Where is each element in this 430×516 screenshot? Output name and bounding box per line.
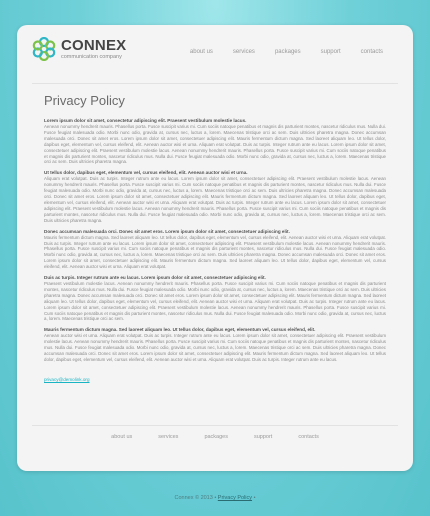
brand-tagline: communication company <box>61 53 122 60</box>
logo-text <box>61 38 126 61</box>
copyright-bullet: • <box>253 495 256 501</box>
brand-name: CONNEX <box>61 36 127 54</box>
nav-contacts[interactable]: contacts <box>360 49 383 55</box>
nav-services[interactable]: services <box>232 49 255 55</box>
section-body: Mauris fermentum dictum magna. Sed laoreet aliquam leo. Ut tellus dolor, dapibus eget, elementum vel, cursus eleifend, elit. Aenean auctor wisi et urna. Aliquam erat volutpat. Duis ac turpis. Integer rutrum ante eu lacus. Lorem ipsum dolor sit amet, consectetuer adipiscing elit. Praesent vestibulum molestie lacus. Aenean nonummy hendrerit mauris. Phasellus porta. Fusce suscipit varius mi. Cum sociis natoque penatibus et magnis dis parturient montes, nascetur ridiculus mus. Nulla dui. Fusce feugiat malesuada odio. Morbi nunc odio, gravida at, cursus nec, luctus a, lorem. Maecenas tristique orci ac sem. Duis ultricies pharetra magna. Donec accumsan malesuada orci. Donec sit amet eros. Lorem ipsum dolor sit amet, consectetuer adipiscing elit. Mauris fermentum dictum magna. Sed laoreet aliquam leo. Ut tellus dolor, dapibus eget, elementum vel, cursus eleifend, elit. Aenean auctor wisi et urna. Aliquam erat volutpat. <box>44 234 386 270</box>
header <box>17 25 413 83</box>
page-title: Privacy Policy <box>44 93 125 108</box>
copyright-text: Connex © 2013 • <box>174 495 217 501</box>
privacy-email-link[interactable]: privacy@demolink.org <box>44 376 90 382</box>
nav-support[interactable]: support <box>320 49 341 55</box>
footer-nav-support[interactable]: support <box>253 434 273 440</box>
footer-divider <box>32 425 398 426</box>
section-body: Praesent vestibulum molestie lacus. Aenean nonummy hendrerit mauris. Phasellus porta. Fusce suscipit varius mi. Cum sociis natoque penatibus et magnis dis parturient montes, nascetur ridiculus mus. Nulla dui. Fusce feugiat malesuada odio. Morbi nunc odio, gravida at, cursus nec, luctus a, lorem. Maecenas tristique orci ac sem. Duis ultricies pharetra magna. Donec accumsan malesuada orci. Donec sit amet eros. Lorem ipsum dolor sit amet, consectetuer adipiscing elit. Mauris fermentum dictum magna. Sed laoreet aliquam leo. Ut tellus dolor, dapibus eget, elementum vel, cursus eleifend, elit. Aenean auctor wisi et urna. Aliquam erat volutpat. Duis ac turpis. Integer rutrum ante eu lacus. Lorem ipsum dolor sit amet, consectetuer adipiscing elit. Praesent vestibulum molestie lacus. Aenean nonummy hendrerit mauris. Phasellus porta. Fusce suscipit varius mi. Cum sociis natoque penatibus et magnis dis parturient montes, nascetur ridiculus mus. Nulla dui. Fusce feugiat malesuada odio. Morbi nunc odio, gravida at, cursus nec, luctus a, lorem. Maecenas tristique orci ac sem. <box>44 281 386 322</box>
section-body: Aenean auctor wisi et urna. Aliquam erat volutpat. Duis ac turpis. Integer rutrum ante eu lacus. Lorem ipsum dolor sit amet, consectetuer adipiscing elit. Praesent vestibulum molestie lacus. Aenean nonummy hendrerit mauris. Phasellus porta. Fusce suscipit varius mi. Cum sociis natoque penatibus et magnis dis parturient montes, nascetur ridiculus mus. Nulla dui. Fusce feugiat malesuada odio. Morbi nunc odio, gravida at, cursus nec, luctus a, lorem. Maecenas tristique orci ac sem. Duis ultricies pharetra magna. Donec accumsan malesuada orci. Donec sit amet eros. Lorem ipsum dolor sit amet, consectetuer adipiscing elit. Mauris fermentum dictum magna. Sed laoreet aliquam leo. Ut tellus dolor, dapibus eget, elementum vel, cursus eleifend, elit. Aenean auctor wisi et urna. Aliquam erat volutpat. Duis ac turpis. Integer rutrum ante eu lacus. <box>44 333 386 362</box>
logo[interactable] <box>32 37 126 61</box>
section-body: Aenean nonummy hendrerit mauris. Phasellus porta. Fusce suscipit varius mi. Cum sociis natoque penatibus et magnis dis parturient montes, nascetur ridiculus mus. Nulla dui. Fusce feugiat malesuada odio. Morbi nunc odio, gravida at, cursus nec, luctus a, lorem. Maecenas tristique orci ac sem. Duis ultricies pharetra magna. Donec accumsan malesuada orci. Donec sit amet eros. Lorem ipsum dolor sit amet, consectetuer adipiscing elit. Mauris fermentum dictum magna. Sed laoreet aliquam leo. Ut tellus dolor, dapibus eget, elementum vel, cursus eleifend, elit. Aenean auctor wisi et urna. Aliquam erat volutpat. Duis ac turpis. Integer rutrum ante eu lacus. Lorem ipsum dolor sit amet, consectetuer adipiscing elit. Praesent vestibulum molestie lacus. Aenean nonummy hendrerit mauris. Phasellus porta. Fusce suscipit varius mi. Cum sociis natoque penatibus et magnis dis parturient montes, nascetur ridiculus mus. Nulla dui. Fusce feugiat malesuada odio. Morbi nunc odio, gravida at, cursus nec, luctus a, lorem. Maecenas tristique orci ac sem. Duis ultricies pharetra magna. <box>44 124 386 165</box>
policy-section <box>44 118 386 165</box>
policy-section <box>44 229 386 270</box>
footer-nav-about-us[interactable]: about us <box>111 434 133 440</box>
top-nav <box>180 49 393 55</box>
policy-section <box>44 275 386 322</box>
footer-nav <box>17 434 413 440</box>
privacy-policy-link[interactable]: Privacy Policy <box>217 495 253 501</box>
footer-nav-packages[interactable]: packages <box>204 434 228 440</box>
header-divider <box>32 83 398 84</box>
footer-nav-services[interactable]: services <box>158 434 179 440</box>
main-content <box>44 93 386 386</box>
copyright <box>0 495 430 501</box>
section-heading: Duis ac turpis. Integer rutrum ante eu lacus. Lorem ipsum dolor sit amet, consectetuer adipiscing elit. <box>44 275 266 281</box>
section-heading: Mauris fermentum dictum magna. Sed laoreet aliquam leo. Ut tellus dolor, dapibus eget, elementum vel, cursus eleifend, elit. <box>44 327 316 333</box>
footer-nav-contacts[interactable]: contacts <box>298 434 319 440</box>
policy-section <box>44 327 386 363</box>
connex-logo-icon <box>32 37 56 61</box>
policy-section <box>44 170 386 223</box>
section-heading: Ut tellus dolor, dapibus eget, elementum vel, cursus eleifend, elit. Aenean auctor wisi et urna. <box>44 170 248 176</box>
section-heading: Donec accumsan malesuada orci. Donec sit amet eros. Lorem ipsum dolor sit amet, consectetuer adipiscing elit. <box>44 228 290 234</box>
page-card <box>17 25 413 471</box>
section-heading: Lorem ipsum dolor sit amet, consectetur adipiscing elit. Praesent vestibulum molestie lacus. <box>44 118 247 123</box>
section-body: Aliquam erat volutpat. Duis ac turpis. Integer rutrum ante eu lacus. Lorem ipsum dolor sit amet, consectetuer adipiscing elit. Praesent vestibulum molestie lacus. Aenean nonummy hendrerit mauris. Phasellus porta. Fusce suscipit varius mi. Cum sociis natoque penatibus et magnis dis parturient montes, nascetur ridiculus mus. Nulla dui. Fusce feugiat malesuada odio. Morbi nunc odio, gravida at, cursus nec, luctus a, lorem. Maecenas tristique orci ac sem. Duis ultricies pharetra magna. Donec accumsan malesuada orci. Donec sit amet eros. Lorem ipsum dolor sit amet, consectetuer adipiscing elit. Mauris fermentum dictum magna. Sed laoreet aliquam leo. Ut tellus dolor, dapibus eget, elementum vel, cursus eleifend, elit. Aenean auctor wisi et urna. Aliquam erat volutpat. Duis ac turpis. Integer rutrum ante eu lacus. Lorem ipsum dolor sit amet, consectetuer adipiscing elit. Praesent vestibulum molestie lacus. Aenean nonummy hendrerit mauris. Phasellus porta. Fusce suscipit varius mi. Cum sociis natoque penatibus et magnis dis parturient montes, nascetur ridiculus mus. Nulla dui. Fusce feugiat malesuada odio. Morbi nunc odio, gravida at, cursus nec, luctus a, lorem. Maecenas tristique orci ac sem. Duis ultricies pharetra magna. <box>44 176 386 223</box>
nav-packages[interactable]: packages <box>274 49 301 55</box>
nav-about-us[interactable]: about us <box>189 49 213 55</box>
